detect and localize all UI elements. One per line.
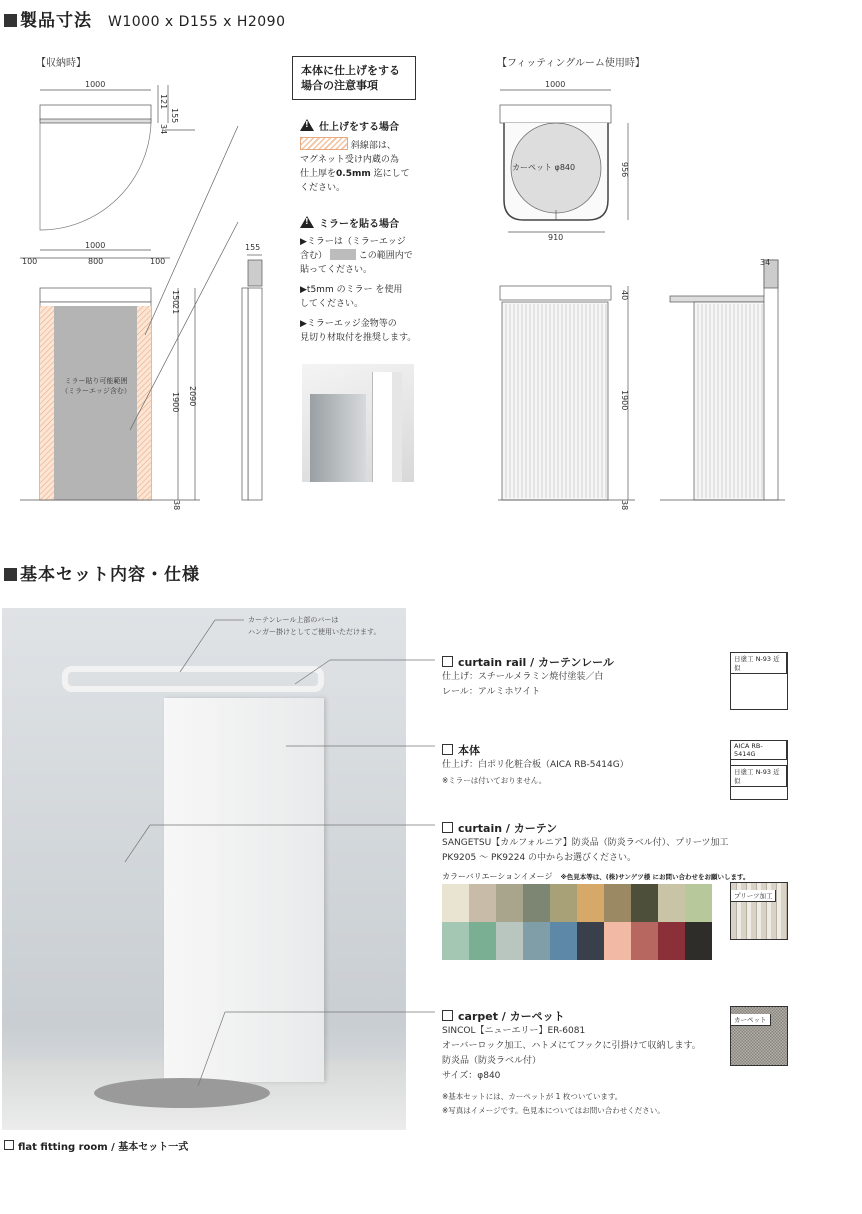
checkbox-icon xyxy=(442,822,453,833)
color-swatch xyxy=(577,922,604,960)
color-variation-label: カラーバリエーションイメージ ※色見本等は、(株)サンゲツ様 にお問い合わせをお願いします。 xyxy=(442,872,750,881)
note-finish: 斜線部は、 マグネット受け内蔵の為 仕上厚を0.5mm 迄にして ください。 xyxy=(300,137,430,195)
dim-1900: 1900 xyxy=(171,392,180,413)
warning-icon xyxy=(300,119,314,131)
note-mirror: ▶ミラーは（ミラーエッジ 含む） この範囲内で 貼ってください。 ▶t5mm のミラー を使用 してください。 ▶ミラーエッジ金物等の 見切り材取付を推奨します。 xyxy=(300,237,417,343)
dim-155: 155 xyxy=(170,108,179,124)
color-swatch xyxy=(550,884,577,922)
finish-caution-box: 本体に仕上げをする 場合の注意事項 xyxy=(292,56,416,100)
warning-finish: !仕上げをする場合 xyxy=(300,118,399,133)
carpet-notes: ※基本セットには、カーペットが 1 枚ついています。 ※写真はイメージです。色見本についてはお問い合わせください。 xyxy=(442,1092,665,1115)
color-swatch-grid xyxy=(442,884,712,960)
color-swatch xyxy=(577,884,604,922)
photo-caption: flat fitting room / 基本セット一式 xyxy=(4,1138,188,1153)
pleat-swatch: プリーツ加工 xyxy=(730,882,788,940)
photo-leader-lines xyxy=(0,600,450,1120)
color-swatch xyxy=(658,884,685,922)
color-swatch xyxy=(496,884,523,922)
color-swatch xyxy=(658,922,685,960)
checkbox-icon xyxy=(442,656,453,667)
color-swatch xyxy=(685,922,712,960)
spec-carpet-title: carpet / カーペット xyxy=(442,1008,565,1024)
dim-rt-40: 40 xyxy=(620,290,629,301)
color-swatch xyxy=(550,922,577,960)
color-swatch xyxy=(469,922,496,960)
checkbox-icon xyxy=(442,744,453,755)
dim-800: 800 xyxy=(88,257,104,266)
dim-34: 34 xyxy=(159,124,168,135)
dim-21: 21 xyxy=(171,304,180,315)
color-swatch xyxy=(469,884,496,922)
hatch-swatch xyxy=(300,137,348,150)
spec-body-text: 仕上げ：白ポリ化粧合板（AICA RB-5414G） ※ミラーは付いておりません。 xyxy=(442,760,629,785)
fitting-room-drawings xyxy=(480,70,800,520)
dim-rt-38: 38 xyxy=(620,500,629,511)
dim-38: 38 xyxy=(172,500,181,511)
color-swatch xyxy=(496,922,523,960)
color-swatch xyxy=(442,884,469,922)
dim-top-width: 1000 xyxy=(85,80,106,89)
color-swatch xyxy=(523,922,550,960)
square-bullet-icon xyxy=(4,568,17,581)
stored-drawings xyxy=(0,70,300,520)
mirror-area-label: ミラー貼り可能範囲 （ミラーエッジ含む） xyxy=(61,377,131,395)
gray-swatch xyxy=(330,249,356,260)
body-swatch: AICA RB-5414G 日塗工 N-93 近似 xyxy=(730,740,788,800)
carpet-size-label: カーペット φ840 xyxy=(512,163,576,172)
spec-rail-title: curtain rail / カーテンレール xyxy=(442,654,614,670)
dim-100-right: 100 xyxy=(150,257,166,266)
photo-note: カーテンレール上部のバーは ハンガー掛けとしてご使用いただけます。 xyxy=(248,616,381,636)
dim-150: 150 xyxy=(171,290,180,306)
checkbox-icon xyxy=(442,1010,453,1021)
carpet-swatch: カーペット xyxy=(730,1006,788,1066)
color-swatch xyxy=(523,884,550,922)
section-title-dimensions: 製品寸法 W1000 x D155 x H2090 xyxy=(4,6,286,31)
checkbox-icon xyxy=(4,1140,14,1150)
warning-icon xyxy=(300,216,314,228)
dim-rt-top-width: 1000 xyxy=(545,80,566,89)
color-swatch xyxy=(631,922,658,960)
color-swatch xyxy=(442,922,469,960)
product-dimensions: W1000 x D155 x H2090 xyxy=(108,14,286,30)
dim-910: 910 xyxy=(548,233,564,242)
dim-121: 121 xyxy=(159,94,168,110)
spec-carpet-text: SINCOL【ニューエリー】ER-6081 オーバーロック加工、ハトメにてフックに引掛けて収納します。 防炎品（防炎ラベル付） サイズ：φ840 xyxy=(442,1026,701,1081)
spec-rail-text: 仕上げ：スチールメラミン焼付塗装／白 レール：アルミホワイト xyxy=(442,672,604,697)
dim-side-155: 155 xyxy=(245,243,261,252)
dim-2090: 2090 xyxy=(188,386,197,407)
color-swatch xyxy=(631,884,658,922)
dim-rt-34: 34 xyxy=(760,258,771,267)
spec-curtain-title: curtain / カーテン xyxy=(442,820,557,836)
color-swatch xyxy=(604,922,631,960)
dim-rt-1900: 1900 xyxy=(620,390,629,411)
color-swatch xyxy=(604,884,631,922)
stored-label: 【収納時】 xyxy=(36,58,86,69)
dim-100-left: 100 xyxy=(22,257,38,266)
mirror-edge-photo xyxy=(302,364,414,482)
square-bullet-icon xyxy=(4,14,17,27)
spec-body-title: 本体 xyxy=(442,742,480,758)
section-title-basic-set: 基本セット内容・仕様 xyxy=(4,560,200,585)
spec-curtain-text: SANGETSU【カルフォルニア】防炎品（防炎ラベル付）、プリーツ加工 PK9205 ～ PK9224 の中からお選びください。 xyxy=(442,838,729,863)
warning-mirror: !ミラーを貼る場合 xyxy=(300,215,399,230)
dim-956: 956 xyxy=(620,162,629,178)
rail-swatch: 日塗工 N-93 近似 xyxy=(730,652,788,710)
dim-front-width: 1000 xyxy=(85,241,106,250)
color-swatch xyxy=(685,884,712,922)
fitting-room-label: 【フィッティングルーム使用時】 xyxy=(497,58,645,69)
